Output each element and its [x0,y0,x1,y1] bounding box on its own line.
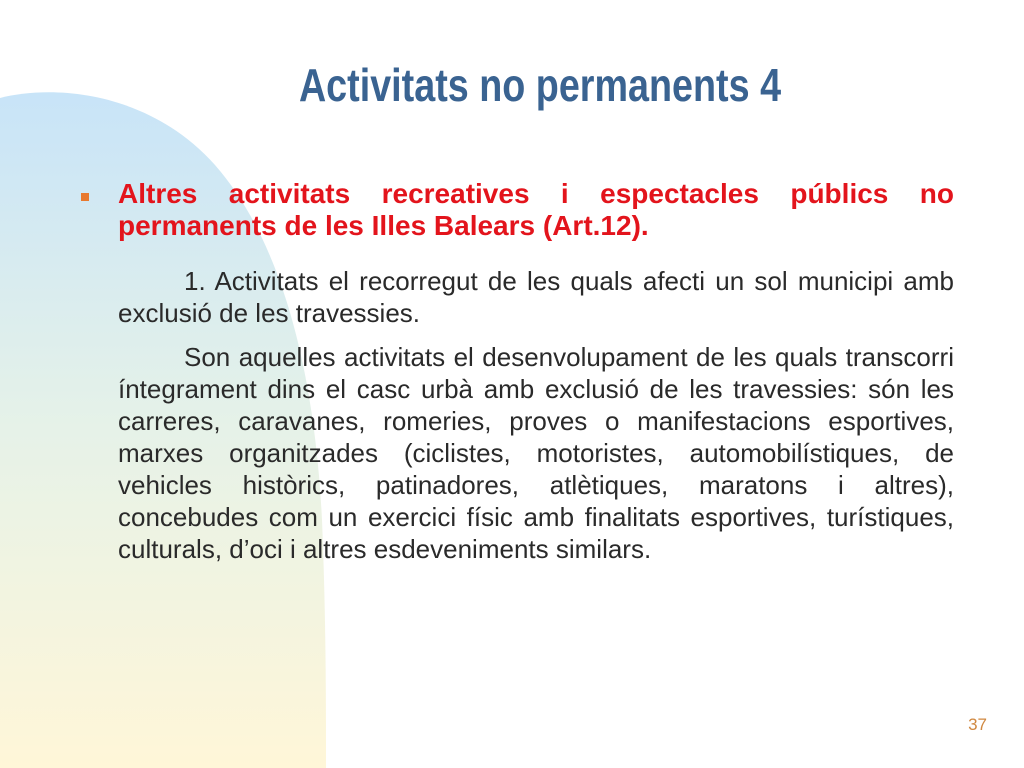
slide-content [118,178,954,565]
square-bullet-icon [81,193,89,201]
page-number: 37 [968,715,987,734]
body-paragraph-1: 1. Activitats el recorregut de les quals afecti un sol municipi amb exclusió de les travessies. [118,266,954,328]
bullet-heading: Altres activitats recreatives i espectacles públics no permanents de les Illes Balears (Art.12). [118,178,954,241]
slide-title: Activitats no permanents 4 [298,59,782,111]
body-paragraph-2: Son aquelles activitats el desenvolupament de les quals transcorri íntegrament dins el casc urbà amb exclusió de les travessies: són les carreres, caravanes, romeries, proves o manifestacions esportives, marxes organitzades (ciclistes, motoristes, automobilístiques, de vehicles històrics, patinadores, atlètiques, maratons i altres), concebudes com un exercici físic amb finalitats esportives, turístiques, culturals, d’oci i altres esdeveniments similars. [118,342,954,564]
